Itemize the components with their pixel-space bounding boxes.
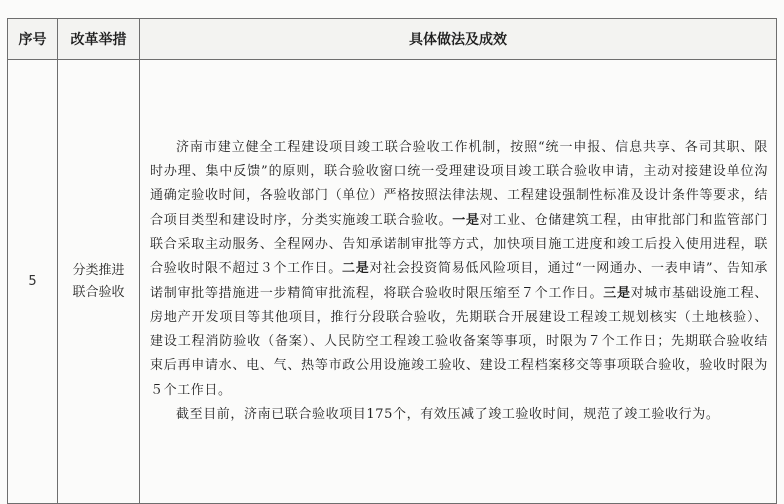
point-text-3: 对城市基础设施工程、房地产开发项目等其他项目，推行分段联合验收，先期联合开展建设工程竣工规划核实（土地核验）、建设工程消防验收（备案）、人民防空工程竣工验收备案等事项，时限为７个工作日；先期联合验收结束后再申请水、电、气、热等市政公用设施竣工验收、建设工程档案移交等事项联合验收，验收时限为５个工作日。 xyxy=(150,285,768,398)
table-header-row xyxy=(8,19,777,60)
row-number: 5 xyxy=(8,60,58,504)
measure-label-line2: 联合验收 xyxy=(72,284,125,300)
detail-paragraph-2: 截至目前，济南已联合验收项目175个，有效压减了竣工验收时间，规范了竣工验收行为。 xyxy=(176,406,720,422)
header-detail: 具体做法及成效 xyxy=(140,19,777,60)
point-text-2: 对社会投资简易低风险项目，通过“一网通办、一表申请”、告知承诺制审批等措施进一步精简审批流程，将联合验收时限压缩至７个工作日。 xyxy=(150,261,769,301)
point-marker-1: 一是 xyxy=(452,212,480,228)
point-marker-3: 三是 xyxy=(603,285,631,301)
point-marker-2: 二是 xyxy=(342,261,370,277)
measure-label-line1: 分类推进 xyxy=(72,262,125,278)
detail-cell xyxy=(140,60,777,504)
paragraph-intro: 济南市建立健全工程建设项目竣工联合验收工作机制，按照“统一申报、信息共享、各司其职、限时办理、集中反馈”的原则，联合验收窗口统一受理建设项目竣工联合验收申请，主动对接建设单位沟通确定验收时间，各验收部门（单位）严格按照法律法规、工程建设强制性标准及设计条件等要求，结合项目类型和建设时序，分类实施竣工联合验收。 xyxy=(150,139,768,228)
header-measure: 改革举措 xyxy=(58,19,140,60)
reform-measures-table xyxy=(7,18,777,504)
detail-paragraph-1 xyxy=(150,136,768,403)
measure-cell xyxy=(58,60,140,504)
header-no: 序号 xyxy=(8,19,58,60)
table-row xyxy=(8,60,777,504)
point-text-1: 对工业、仓储建筑工程，由审批部门和监管部门联合采取主动服务、全程网办、告知承诺制审批等方式，加快项目施工进度和竣工后投入使用进程，联合验收时限不超过３个工作日。 xyxy=(150,212,769,277)
